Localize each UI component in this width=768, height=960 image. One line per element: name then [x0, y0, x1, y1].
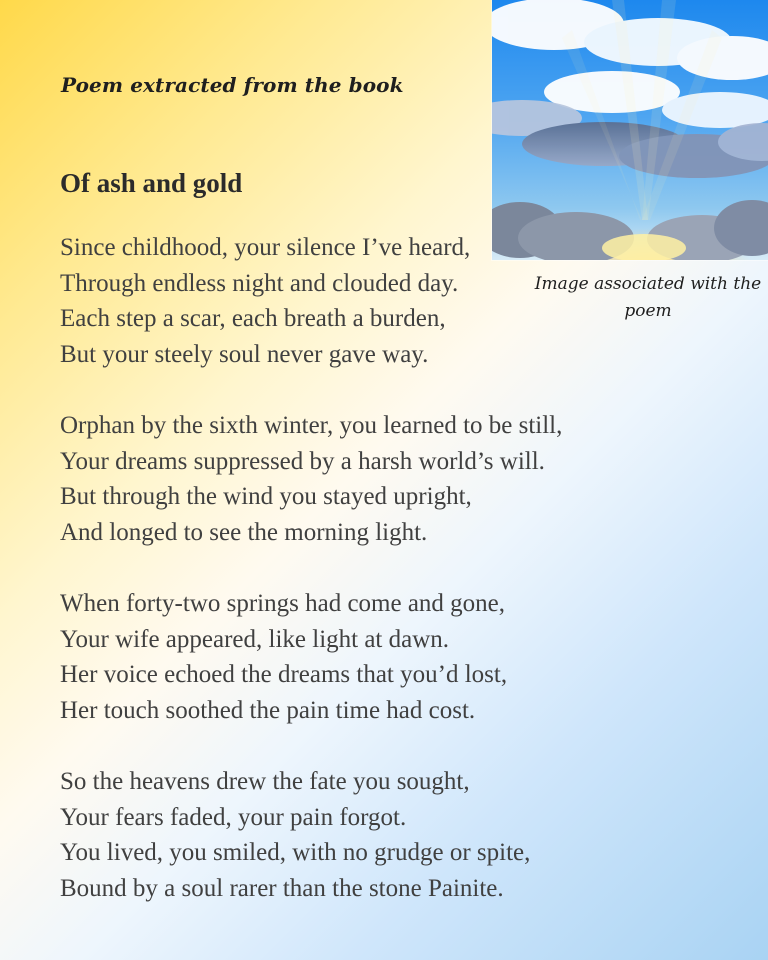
poem-line: Bound by a soul rarer than the stone Painite.: [60, 874, 504, 902]
image-caption: Image associated with the poem: [534, 274, 762, 321]
poem-line: Each step a scar, each breath a burden,: [60, 305, 446, 332]
poem-line: Your fears faded, your pain forgot.: [60, 803, 407, 831]
poem-line: So the heavens drew the fate you sought,: [60, 768, 470, 795]
poem-line: But through the wind you stayed upright,: [60, 483, 472, 510]
poem-line: Her touch soothed the pain time had cost.: [60, 696, 476, 724]
poem-stanza: [60, 408, 620, 550]
sky-sunrise-image: [491, 0, 768, 261]
poem-line: Your wife appeared, like light at dawn.: [60, 625, 450, 653]
poem-line: Your dreams suppressed by a harsh world’s will.: [60, 447, 545, 475]
poem-line: But your steely soul never gave way.: [60, 340, 429, 368]
poem-line: Since childhood, your silence I’ve heard,: [60, 234, 471, 261]
poem-line: You lived, you smiled, with no grudge or spite,: [60, 839, 531, 866]
poem-title: Of ash and gold: [60, 168, 243, 198]
poem-line: Her voice echoed the dreams that you’d lost,: [60, 661, 508, 688]
poem-body: [60, 230, 620, 942]
book-source-label: Poem extracted from the book: [61, 73, 404, 97]
poem-line: When forty-two springs had come and gone,: [60, 590, 506, 617]
poem-stanza: [60, 764, 620, 906]
poem-line: Orphan by the sixth winter, you learned to be still,: [60, 412, 563, 439]
poem-stanza: [60, 586, 620, 728]
poem-line: And longed to see the morning light.: [60, 518, 428, 546]
poem-line: Through endless night and clouded day.: [60, 269, 459, 297]
